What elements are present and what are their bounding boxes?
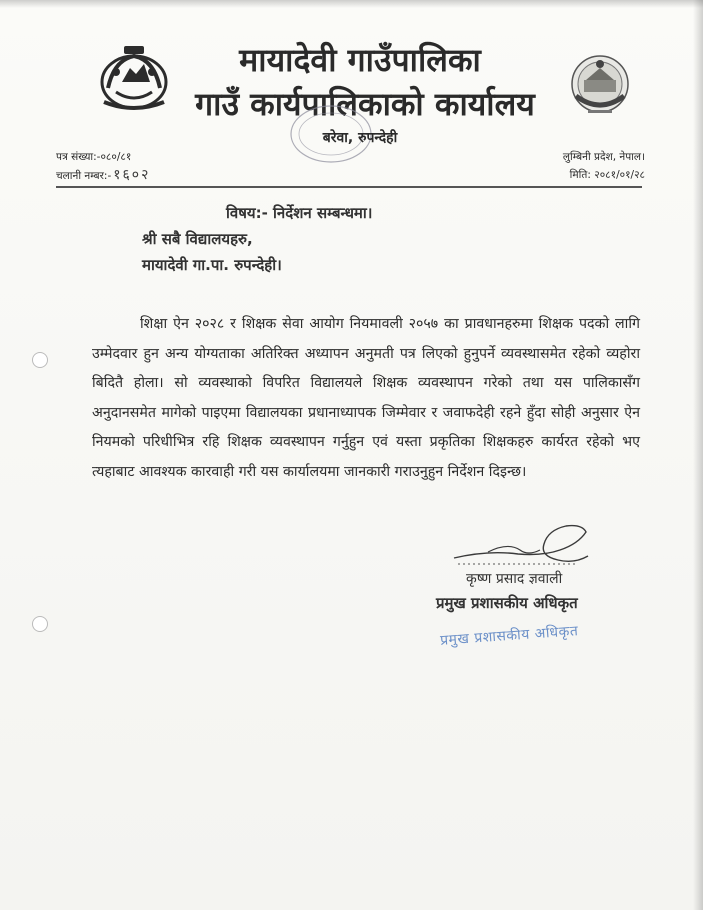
addressee-line-2: मायादेवी गा.पा. रुपन्देही। [142,256,282,274]
dispatch-number-row [56,166,150,185]
municipality-title: मायादेवी गाउँपालिका [239,41,481,79]
reference-block [56,148,150,185]
dispatch-number-label: चलानी नम्बर:- [56,170,112,182]
header-divider [56,186,642,188]
office-title: गाउँ कार्यपालिकाको कार्यालय [195,85,535,123]
punch-hole-top [32,352,48,368]
province-text: लुम्बिनी प्रदेश, नेपाल। [562,151,645,163]
letter-body: शिक्षा ऐन २०२८ र शिक्षक सेवा आयोग नियमावली २०५७ का प्रावधानहरुमा शिक्षक पदको लागि उम्मेदवार हुन अन्य योग्यताका अतिरिक्त अध्यापन अनुमती पत्र लिएको हुनुपर्ने व्यवस्थासमेत रहेको व्यहोरा बिदितै होला। सो व्यवस्थाको विपरित विद्यालयले शिक्षक व्यवस्थापन गरेको तथा यस पालिकासँग अनुदानसमेत मागेको पाइएमा विद्यालयका प्रधानाध्यापक जिम्मेवार र जवाफदेही रहने हुँदा सोही अनुसार ऐन नियमको परिधीभित्र रहि शिक्षक व्यवस्थापन गर्नुहुन एवं यस्ता प्रकृतिका शिक्षकहरु कार्यरत रहेको भए त्यहाबाट आवश्यक कारवाही गरी यस कार्यालयमा जानकारी गराउनुहुन निर्देशन दिइन्छ। [92,316,640,480]
scan-right-shadow [693,0,703,910]
location-block [563,148,645,184]
designation-stamp: प्रमुख प्रशासकीय अधिकृत [439,623,579,649]
dispatch-number-value: १६०२ [113,167,151,183]
scan-top-edge [0,0,703,8]
municipality-logo-icon [564,52,636,122]
signature-icon [448,520,598,570]
punch-hole-bottom [32,616,48,632]
addressee-block [142,226,282,278]
letter-date: मिति: २०८१/०१/२८ [569,169,645,181]
letter-number: पत्र संख्या:-०८०/८१ [56,151,132,163]
addressee-line-1: श्री सबै विद्यालयहरु, [142,230,253,248]
signatory-name: कृष्ण प्रसाद ज्ञवाली [466,571,563,587]
nepal-emblem-icon [94,42,174,114]
letter-subject: विषय:- निर्देशन सम्बन्धमा। [226,204,373,222]
signatory-title: प्रमुख प्रशासकीय अधिकृत [436,594,578,612]
office-address: बरेवा, रुपन्देही [322,130,398,146]
